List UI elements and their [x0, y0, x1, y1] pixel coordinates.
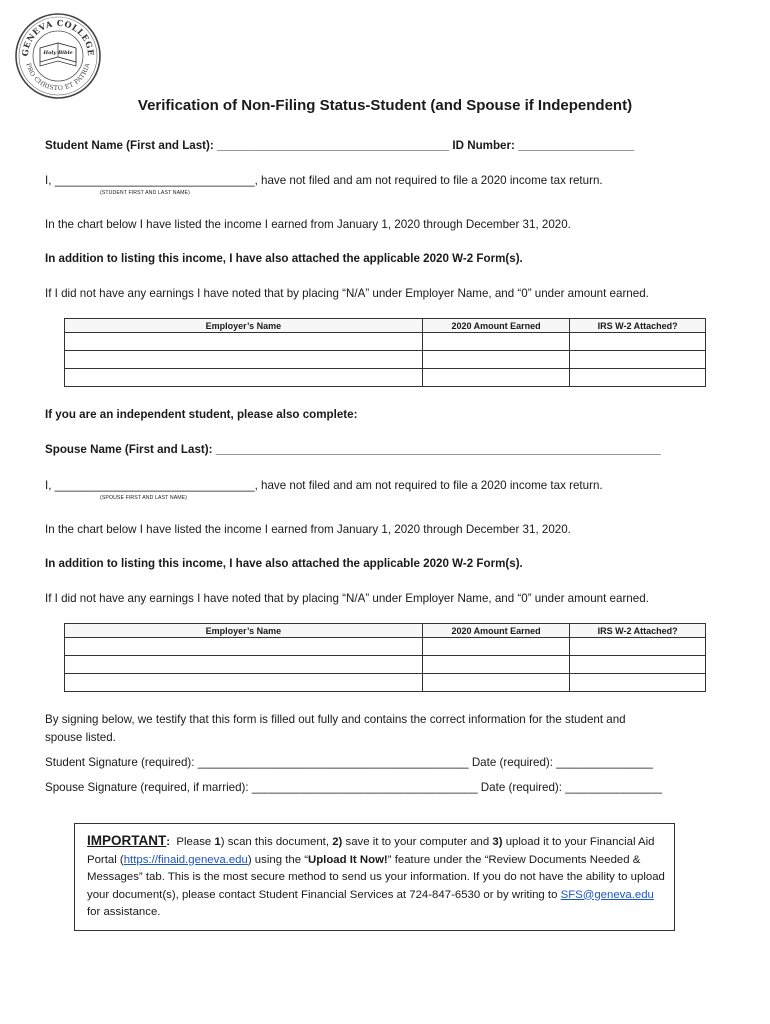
spouse-no-earnings-text: If I did not have any earnings I have noted that by placing “N/A” under Employer Name, and “0” under amount earned.: [45, 592, 649, 605]
table-row: [65, 638, 706, 656]
spouse-name-label: Spouse Name (First and Last):: [45, 443, 213, 456]
spouse-name-field[interactable]: _______________________________________: [215, 443, 468, 456]
spouse-attest-caption: (SPOUSE FIRST AND LAST NAME): [100, 495, 188, 501]
student-signature-row: [45, 756, 653, 769]
notice-text-2: ) scan this document,: [220, 836, 330, 848]
amount-earned-cell[interactable]: [422, 333, 570, 351]
spouse-name-row: [45, 443, 661, 456]
svg-text:Holy Bible: Holy Bible: [43, 50, 73, 56]
svg-text:GENEVA COLLEGE: GENEVA COLLEGE: [19, 17, 97, 57]
page-title: Verification of Non-Filing Status-Student (and Spouse if Independent): [137, 97, 633, 114]
id-number-label: ID Number:: [452, 139, 515, 152]
table-row: [65, 333, 706, 351]
table-row: [65, 369, 706, 387]
student-attest-caption: (STUDENT FIRST AND LAST NAME): [100, 190, 190, 196]
table-header-row: [65, 624, 706, 638]
student-name-label: Student Name (First and Last):: [45, 139, 214, 152]
spouse-attest-name-field[interactable]: _______________________________,: [54, 479, 258, 492]
important-label: IMPORTANT: [87, 833, 167, 848]
signing-statement-line1: By signing below, we testify that this form is filled out fully and contains the correct information for the student and: [45, 713, 626, 726]
employer-name-cell[interactable]: [65, 638, 423, 656]
spouse-name-field-cont[interactable]: ______________________________: [467, 443, 661, 456]
student-name-field[interactable]: ____________________________________: [217, 139, 450, 152]
notice-text-7: for assistance.: [87, 906, 161, 918]
employer-name-cell[interactable]: [65, 333, 423, 351]
amount-earned-cell[interactable]: [422, 656, 570, 674]
student-chart-text: In the chart below I have listed the income I earned from January 1, 2020 through December 31, 2020.: [45, 218, 571, 231]
independent-heading: If you are an independent student, please also complete:: [45, 408, 358, 421]
student-no-earnings-text: If I did not have any earnings I have noted that by placing “N/A” under Employer Name, and “0” under amount earned.: [45, 287, 649, 300]
student-date-field[interactable]: _______________: [556, 756, 653, 769]
table-row: [65, 656, 706, 674]
signing-statement-line2: spouse listed.: [45, 731, 116, 744]
spouse-attached-text: In addition to listing this income, I have also attached the applicable 2020 W-2 Form(s).: [45, 557, 523, 570]
employer-name-header: Employer’s Name: [65, 319, 423, 333]
sfs-email-link[interactable]: SFS@geneva.edu: [560, 888, 654, 901]
w2-attached-cell[interactable]: [570, 333, 706, 351]
w2-attached-cell[interactable]: [570, 656, 706, 674]
amount-earned-header: 2020 Amount Earned: [422, 319, 570, 333]
table-row: [65, 351, 706, 369]
notice-text-4: upload it to your Financial Aid Portal (: [87, 836, 655, 866]
important-colon: :: [166, 836, 171, 848]
student-attest-row: [45, 174, 603, 187]
notice-text-1: Please: [176, 836, 212, 848]
w2-attached-cell[interactable]: [570, 674, 706, 692]
step-3-number: 3): [492, 836, 503, 848]
spouse-date-field[interactable]: _______________: [565, 781, 662, 794]
spouse-date-label: Date (required):: [480, 781, 562, 794]
employer-name-cell[interactable]: [65, 369, 423, 387]
w2-attached-header: IRS W-2 Attached?: [570, 319, 706, 333]
student-date-label: Date (required):: [471, 756, 554, 769]
w2-attached-cell[interactable]: [570, 351, 706, 369]
notice-text-5: ) using the “: [247, 853, 308, 866]
student-income-table: [64, 318, 706, 387]
notice-text-3: save it to your computer and: [345, 836, 490, 848]
step-1-number: 1: [214, 836, 221, 848]
attest-text: have not filed and am not required to file a 2020 income tax return.: [261, 174, 603, 187]
table-header-row: [65, 319, 706, 333]
employer-name-cell[interactable]: [65, 656, 423, 674]
w2-attached-cell[interactable]: [570, 638, 706, 656]
w2-attached-cell[interactable]: [570, 369, 706, 387]
amount-earned-cell[interactable]: [422, 674, 570, 692]
important-notice-box: [74, 823, 675, 931]
student-attached-text: In addition to listing this income, I have also attached the applicable 2020 W-2 Form(s).: [45, 252, 523, 265]
amount-earned-cell[interactable]: [422, 351, 570, 369]
employer-name-cell[interactable]: [65, 674, 423, 692]
student-signature-label: Student Signature (required):: [45, 756, 195, 769]
student-attest-name-field[interactable]: _______________________________,: [54, 174, 258, 187]
spouse-signature-field[interactable]: ___________________________________: [251, 781, 478, 794]
attest-prefix: I,: [45, 174, 52, 187]
employer-name-cell[interactable]: [65, 351, 423, 369]
w2-attached-header: IRS W-2 Attached?: [570, 624, 706, 638]
step-2-number: 2): [332, 836, 343, 848]
spouse-signature-label: Spouse Signature (required, if married):: [45, 781, 249, 794]
spouse-chart-text: In the chart below I have listed the income I earned from January 1, 2020 through December 31, 2020.: [45, 523, 571, 536]
attest-prefix: I,: [45, 479, 52, 492]
financial-aid-portal-link[interactable]: https://finaid.geneva.edu: [123, 853, 248, 866]
amount-earned-cell[interactable]: [422, 638, 570, 656]
upload-it-now-text: Upload It Now!: [308, 853, 388, 866]
table-row: [65, 674, 706, 692]
student-name-row: [45, 139, 634, 152]
svg-text:PRO CHRISTO ET PATRIA: PRO CHRISTO ET PATRIA: [24, 62, 92, 93]
id-number-field[interactable]: __________________: [518, 139, 635, 152]
employer-name-header: Employer’s Name: [65, 624, 423, 638]
geneva-college-seal: [14, 12, 102, 100]
spouse-income-table: [64, 623, 706, 692]
amount-earned-header: 2020 Amount Earned: [422, 624, 570, 638]
spouse-signature-row: [45, 781, 662, 794]
attest-text: have not filed and am not required to file a 2020 income tax return.: [261, 479, 603, 492]
spouse-attest-row: [45, 479, 603, 492]
notice-text-6: ” feature under the “Review Documents Needed & Messages” tab. This is the most secure method to send us your information. If you do not have the ability to upload your document(s), please contact Student Financial Services at 724-847-6530 or by writing to: [87, 853, 665, 901]
amount-earned-cell[interactable]: [422, 369, 570, 387]
student-signature-field[interactable]: __________________________________________: [197, 756, 469, 769]
